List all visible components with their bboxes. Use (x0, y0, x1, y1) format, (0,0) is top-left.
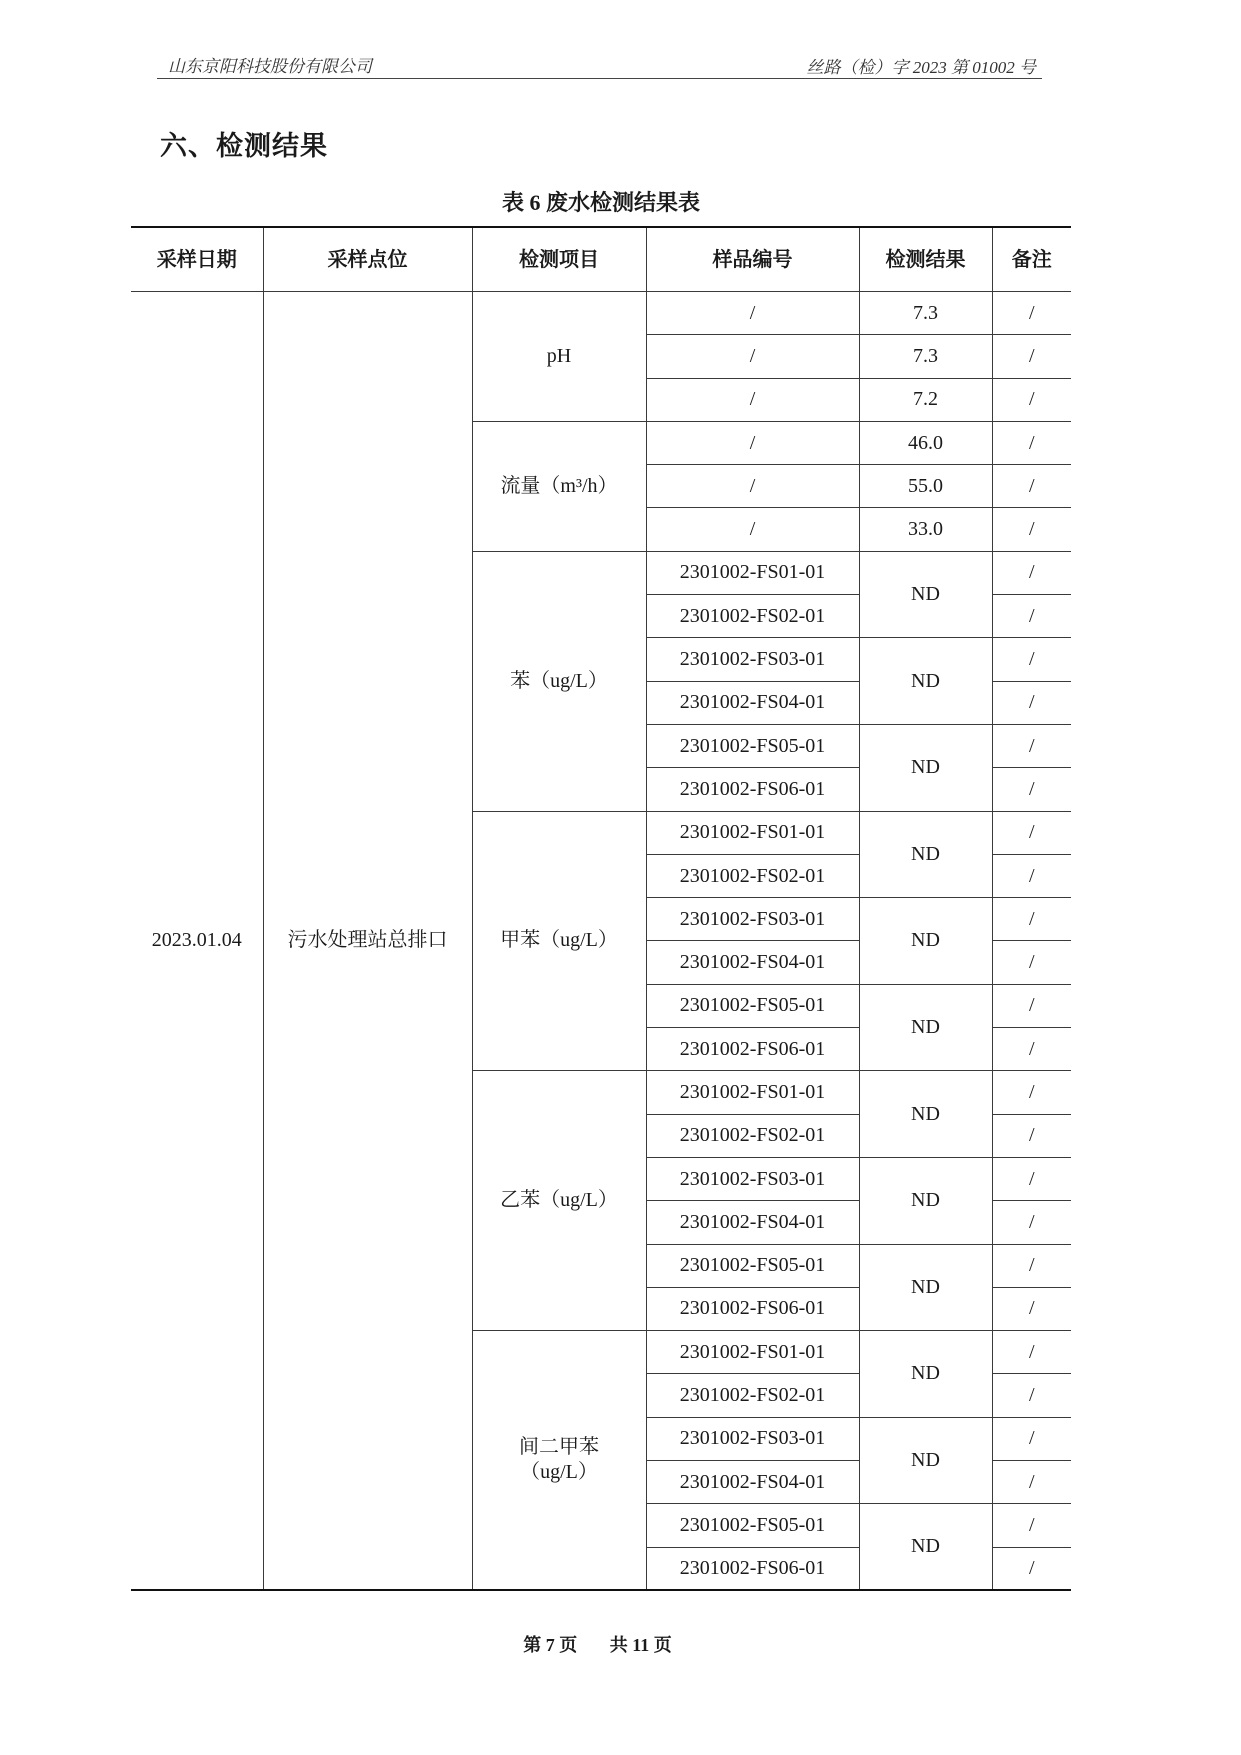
test-item-cell (472, 292, 646, 422)
result-cell: 33.0 (859, 508, 992, 551)
test-item-label: （ug/L） (520, 1461, 598, 1484)
sample-id-cell: 2301002-FS02-01 (646, 1114, 859, 1157)
remark-cell: / (992, 1071, 1071, 1114)
sample-id-cell: 2301002-FS03-01 (646, 638, 859, 681)
remark-cell: / (992, 378, 1071, 421)
remark-cell: / (992, 898, 1071, 941)
remark-cell: / (992, 292, 1071, 335)
remark-cell: / (992, 1374, 1071, 1417)
sample-id-cell: 2301002-FS06-01 (646, 768, 859, 811)
report-number: 丝路（检）字 2023 第 01002 号 (806, 58, 1036, 77)
remark-cell: / (992, 638, 1071, 681)
test-item-cell (472, 811, 646, 1071)
sample-id-cell: 2301002-FS06-01 (646, 1547, 859, 1590)
remark-cell: / (992, 854, 1071, 897)
page-number: 第 7 页 (523, 1635, 578, 1655)
test-item-cell (472, 551, 646, 811)
page-footer (0, 1631, 1195, 1657)
sample-id-cell: / (646, 421, 859, 464)
result-cell: ND (859, 1331, 992, 1418)
remark-cell: / (992, 551, 1071, 594)
result-cell: ND (859, 811, 992, 898)
result-cell: ND (859, 898, 992, 985)
remark-cell: / (992, 1331, 1071, 1374)
location-cell: 污水处理站总排口 (263, 292, 472, 1591)
sample-id-cell: / (646, 378, 859, 421)
remark-cell: / (992, 1504, 1071, 1547)
result-cell: 46.0 (859, 421, 992, 464)
header-cell-test-item: 检测项目 (472, 227, 646, 292)
remark-cell: / (992, 1028, 1071, 1071)
sample-id-cell: 2301002-FS01-01 (646, 811, 859, 854)
sample-id-cell: 2301002-FS05-01 (646, 984, 859, 1027)
result-cell: 55.0 (859, 465, 992, 508)
result-cell: 7.3 (859, 335, 992, 378)
test-item-label: 苯（ug/L） (510, 669, 608, 692)
sample-id-cell: 2301002-FS03-01 (646, 898, 859, 941)
result-cell: ND (859, 1157, 992, 1244)
result-cell: ND (859, 724, 992, 811)
remark-cell: / (992, 811, 1071, 854)
remark-cell: / (992, 465, 1071, 508)
sample-id-cell: 2301002-FS06-01 (646, 1287, 859, 1330)
remark-cell: / (992, 1244, 1071, 1287)
remark-cell: / (992, 1157, 1071, 1200)
table-body (131, 292, 1071, 1591)
page-total: 共 11 页 (609, 1635, 672, 1655)
sample-id-cell: 2301002-FS05-01 (646, 1504, 859, 1547)
remark-cell: / (992, 1114, 1071, 1157)
sample-id-cell: 2301002-FS06-01 (646, 1028, 859, 1071)
sample-id-cell: 2301002-FS03-01 (646, 1417, 859, 1460)
test-item-label: 流量（m³/h） (500, 474, 618, 497)
sample-id-cell: 2301002-FS02-01 (646, 1374, 859, 1417)
table-caption: 表 6 废水检测结果表 (501, 190, 700, 215)
remark-cell: / (992, 681, 1071, 724)
test-item-label: 甲苯（ug/L） (500, 929, 618, 952)
result-cell: 7.3 (859, 292, 992, 335)
header-cell-result: 检测结果 (859, 227, 992, 292)
remark-cell: / (992, 508, 1071, 551)
sample-id-cell: 2301002-FS02-01 (646, 595, 859, 638)
remark-cell: / (992, 1547, 1071, 1590)
remark-cell: / (992, 984, 1071, 1027)
table-row (131, 292, 1071, 335)
sample-id-cell: / (646, 335, 859, 378)
sample-id-cell: 2301002-FS02-01 (646, 854, 859, 897)
header-cell-sample-id: 样品编号 (646, 227, 859, 292)
remark-cell: / (992, 768, 1071, 811)
sample-id-cell: 2301002-FS04-01 (646, 681, 859, 724)
sample-id-cell: 2301002-FS04-01 (646, 1201, 859, 1244)
sample-id-cell: / (646, 292, 859, 335)
remark-cell: / (992, 724, 1071, 767)
test-item-label: 间二甲苯 (519, 1436, 599, 1459)
sample-id-cell: 2301002-FS04-01 (646, 1461, 859, 1504)
test-item-cell (472, 1071, 646, 1331)
result-cell: ND (859, 1244, 992, 1331)
test-item-cell (472, 1331, 646, 1591)
header-cell-sampling-point: 采样点位 (263, 227, 472, 292)
sample-id-cell: 2301002-FS01-01 (646, 1331, 859, 1374)
sample-id-cell: 2301002-FS04-01 (646, 941, 859, 984)
company-name: 山东京阳科技股份有限公司 (168, 57, 372, 76)
remark-cell: / (992, 1201, 1071, 1244)
header-cell-remark: 备注 (992, 227, 1071, 292)
remark-cell: / (992, 595, 1071, 638)
remark-cell: / (992, 1417, 1071, 1460)
remark-cell: / (992, 1287, 1071, 1330)
sample-id-cell: / (646, 508, 859, 551)
result-cell: ND (859, 1504, 992, 1591)
sample-id-cell: 2301002-FS03-01 (646, 1157, 859, 1200)
header-cell-sampling-date: 采样日期 (131, 227, 263, 292)
remark-cell: / (992, 1461, 1071, 1504)
result-cell: ND (859, 984, 992, 1071)
test-item-cell (472, 421, 646, 551)
section-title: 六、检测结果 (160, 131, 328, 162)
sample-id-cell: 2301002-FS01-01 (646, 1071, 859, 1114)
sample-id-cell: / (646, 465, 859, 508)
test-item-label: 乙苯（ug/L） (500, 1189, 618, 1212)
remark-cell: / (992, 421, 1071, 464)
date-cell: 2023.01.04 (131, 292, 263, 1591)
sample-id-cell: 2301002-FS01-01 (646, 551, 859, 594)
remark-cell: / (992, 941, 1071, 984)
result-cell: ND (859, 551, 992, 638)
remark-cell: / (992, 335, 1071, 378)
sample-id-cell: 2301002-FS05-01 (646, 1244, 859, 1287)
sample-id-cell: 2301002-FS05-01 (646, 724, 859, 767)
result-cell: ND (859, 638, 992, 725)
header-rule (157, 78, 1042, 79)
results-table (131, 226, 1071, 1591)
result-cell: ND (859, 1071, 992, 1158)
result-cell: ND (859, 1417, 992, 1504)
result-cell: 7.2 (859, 378, 992, 421)
table-header-row (131, 227, 1071, 292)
test-item-label: pH (546, 344, 572, 367)
